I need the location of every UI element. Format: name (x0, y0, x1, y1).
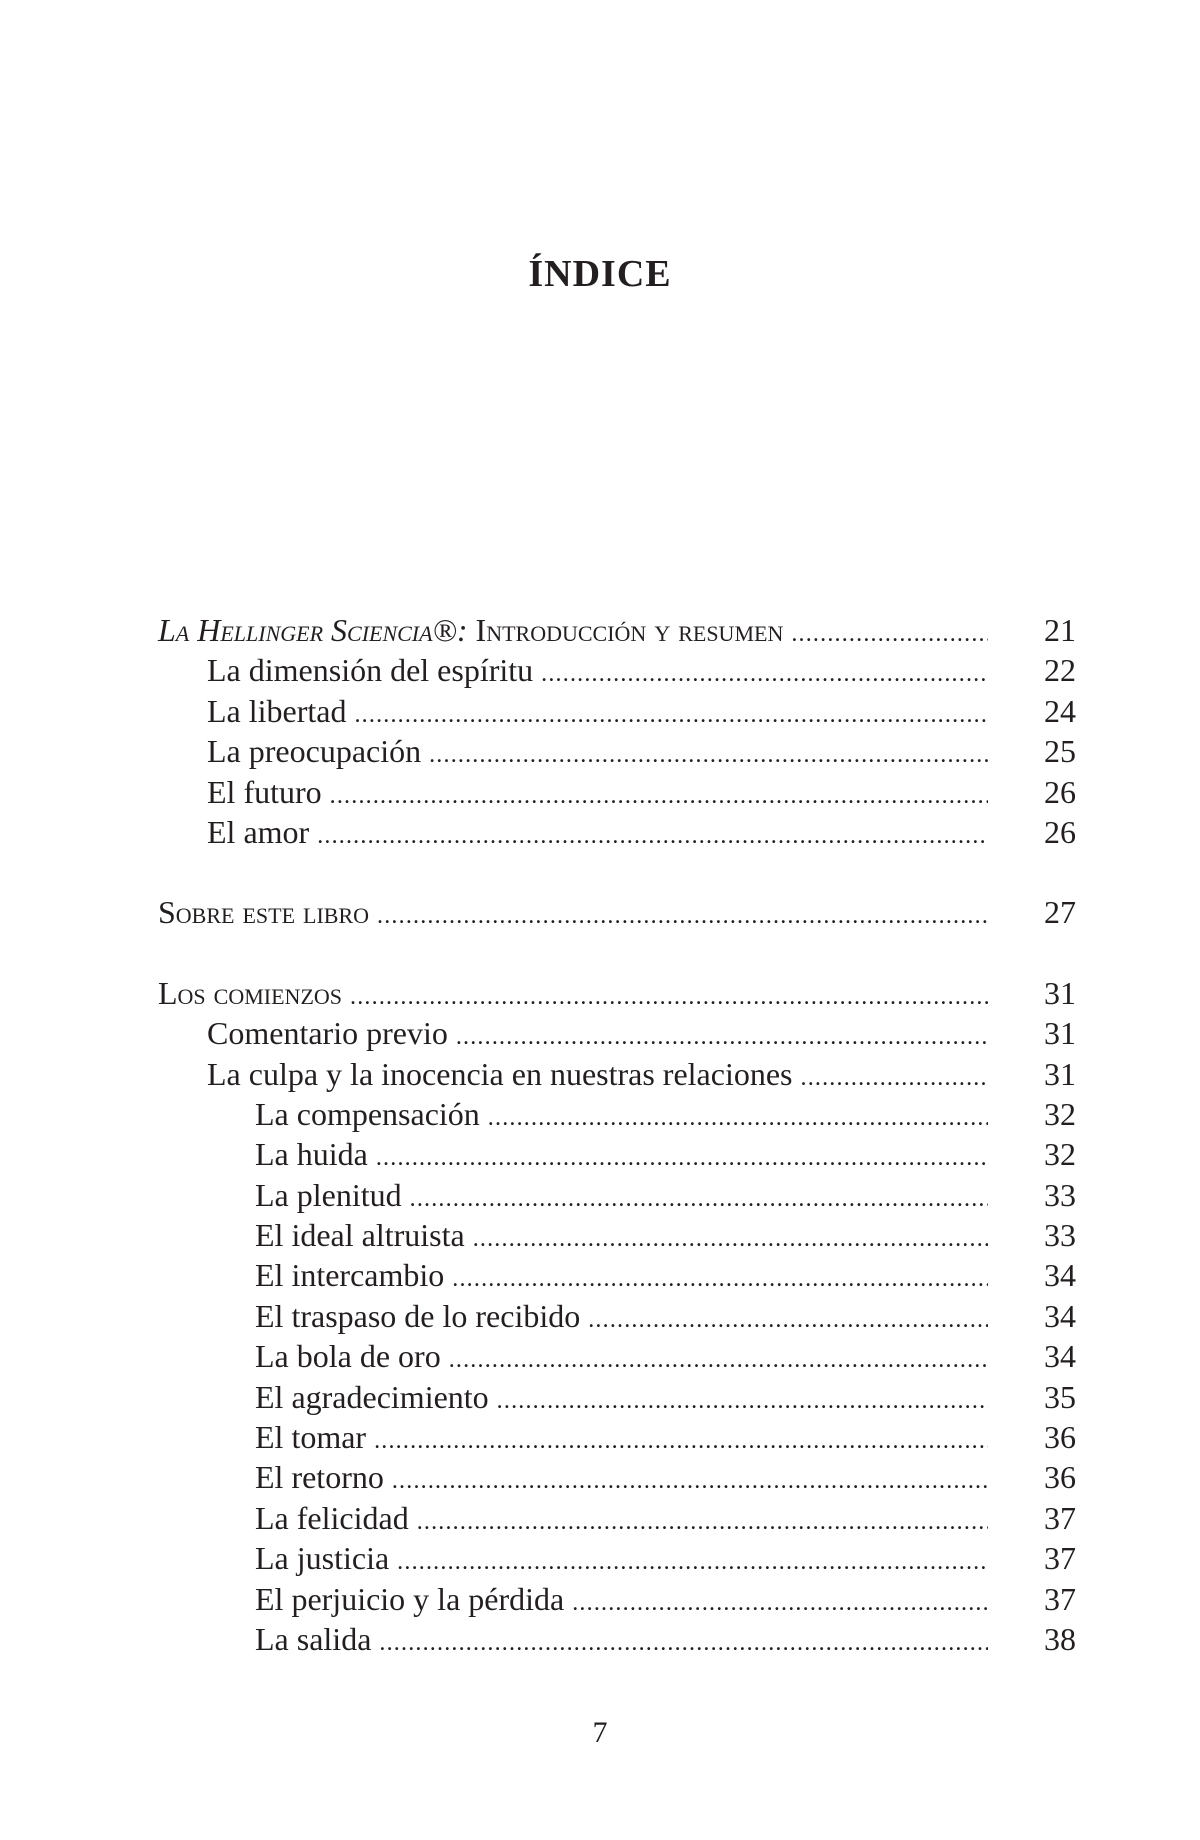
dot-leader (444, 1259, 996, 1299)
toc-entry-label: El perjuicio y la pérdida (255, 1580, 565, 1617)
toc-entry-label: Sobre este libro (158, 894, 370, 931)
dot-leader (409, 1502, 996, 1542)
toc-entry-page: 31 (1044, 1055, 1076, 1092)
toc-entry[interactable] (158, 1619, 1076, 1659)
dot-leader (421, 735, 996, 775)
toc-entry[interactable] (158, 1377, 1076, 1417)
toc-entry-label: El futuro (207, 773, 322, 810)
toc-entry[interactable] (158, 1215, 1076, 1255)
dot-leader (480, 1098, 996, 1138)
toc-entry-page: 36 (1044, 1459, 1076, 1496)
toc-entry[interactable] (158, 1498, 1076, 1538)
toc-entry-page: 31 (1044, 974, 1076, 1011)
toc-entry-label: El retorno (255, 1459, 384, 1496)
toc-entry-page: 36 (1044, 1419, 1076, 1456)
toc-entry-label: La culpa y la inocencia en nuestras relaciones (207, 1055, 793, 1092)
toc-entry-page: 37 (1044, 1580, 1076, 1617)
toc-entry-page: 32 (1044, 1095, 1076, 1132)
toc-entry-page: 26 (1044, 813, 1076, 850)
table-of-contents (158, 610, 1076, 1659)
dot-leader (441, 1340, 996, 1380)
toc-entry-label: La libertad (207, 692, 347, 729)
section-gap (158, 933, 1076, 973)
toc-entry-page: 33 (1044, 1176, 1076, 1213)
toc-entry-page: 27 (1044, 894, 1076, 931)
toc-entry-label: El amor (207, 813, 310, 850)
dot-leader (368, 1138, 996, 1178)
dot-leader (580, 1300, 996, 1340)
dot-leader (309, 816, 996, 856)
toc-entry-label: La justicia (255, 1540, 390, 1577)
toc-entry[interactable] (158, 1255, 1076, 1295)
toc-entry-page: 26 (1044, 773, 1076, 810)
toc-entry-page: 33 (1044, 1217, 1076, 1254)
dot-leader (369, 896, 996, 936)
toc-entry-label: La bola de oro (255, 1338, 441, 1375)
toc-entry-label: El ideal altruista (255, 1217, 465, 1254)
toc-entry-page: 37 (1044, 1540, 1076, 1577)
dot-leader (489, 1381, 996, 1421)
toc-entry-page: 22 (1044, 652, 1076, 689)
toc-entry[interactable] (158, 772, 1076, 812)
toc-entry-page: 35 (1044, 1378, 1076, 1415)
toc-entry-label: La compensación (255, 1095, 480, 1132)
dot-leader (342, 977, 996, 1017)
dot-leader (371, 1623, 996, 1663)
dot-leader (793, 1058, 997, 1098)
page-number: 7 (592, 1716, 608, 1749)
toc-entry[interactable] (158, 1134, 1076, 1174)
toc-section-heading[interactable] (158, 610, 1076, 650)
toc-entry-page: 34 (1044, 1338, 1076, 1375)
toc-entry[interactable] (158, 731, 1076, 771)
dot-leader (402, 1179, 996, 1219)
toc-entry-label: El intercambio (255, 1257, 445, 1294)
toc-entry-label: Comentario previo (207, 1015, 448, 1052)
dot-leader (322, 776, 996, 816)
dot-leader (384, 1461, 996, 1501)
toc-entry[interactable] (158, 1579, 1076, 1619)
dot-leader (448, 1017, 996, 1057)
toc-entry-label: La felicidad (255, 1499, 409, 1536)
dot-leader (346, 695, 996, 735)
section-gap (158, 852, 1076, 892)
page-title: ÍNDICE (528, 253, 672, 295)
toc-section-heading[interactable] (158, 892, 1076, 932)
dot-leader (389, 1542, 996, 1582)
toc-entry-page: 25 (1044, 733, 1076, 770)
toc-entry-label: El tomar (255, 1419, 367, 1456)
toc-entry[interactable] (158, 1296, 1076, 1336)
toc-entry-label: La dimensión del espíritu (207, 652, 534, 689)
toc-entry[interactable] (158, 1457, 1076, 1497)
toc-entry-page: 24 (1044, 692, 1076, 729)
toc-entry-label: La huida (255, 1136, 368, 1173)
toc-entry-page: 34 (1044, 1297, 1076, 1334)
toc-entry-page: 37 (1044, 1499, 1076, 1536)
dot-leader (465, 1219, 996, 1259)
toc-entry-label: La preocupación (207, 733, 422, 770)
toc-entry-label: La plenitud (255, 1176, 402, 1213)
toc-entry-label: El agradecimiento (255, 1378, 489, 1415)
toc-entry[interactable] (158, 1336, 1076, 1376)
toc-entry-page: 21 (1044, 612, 1076, 648)
toc-entry[interactable] (158, 1175, 1076, 1215)
toc-entry[interactable] (158, 1094, 1076, 1134)
toc-entry-label: La salida (255, 1620, 372, 1657)
toc-entry[interactable] (158, 1013, 1076, 1053)
toc-entry[interactable] (158, 1054, 1076, 1094)
toc-entry-page: 34 (1044, 1257, 1076, 1294)
dot-leader (564, 1583, 996, 1623)
toc-entry-label: La Hellinger Sciencia®: Introducción y resumen (158, 612, 784, 648)
toc-entry[interactable] (158, 1417, 1076, 1457)
toc-entry[interactable] (158, 1538, 1076, 1578)
toc-entry[interactable] (158, 812, 1076, 852)
toc-entry-page: 32 (1044, 1136, 1076, 1173)
toc-entry-label: El traspaso de lo recibido (255, 1297, 581, 1334)
toc-section-heading[interactable] (158, 973, 1076, 1013)
dot-leader (783, 614, 996, 654)
toc-entry-page: 31 (1044, 1015, 1076, 1052)
toc-entry[interactable] (158, 691, 1076, 731)
toc-entry-label: Los comienzos (158, 974, 343, 1011)
toc-entry[interactable] (158, 650, 1076, 690)
dot-leader (533, 654, 996, 694)
dot-leader (366, 1421, 996, 1461)
toc-entry-page: 38 (1044, 1620, 1076, 1657)
